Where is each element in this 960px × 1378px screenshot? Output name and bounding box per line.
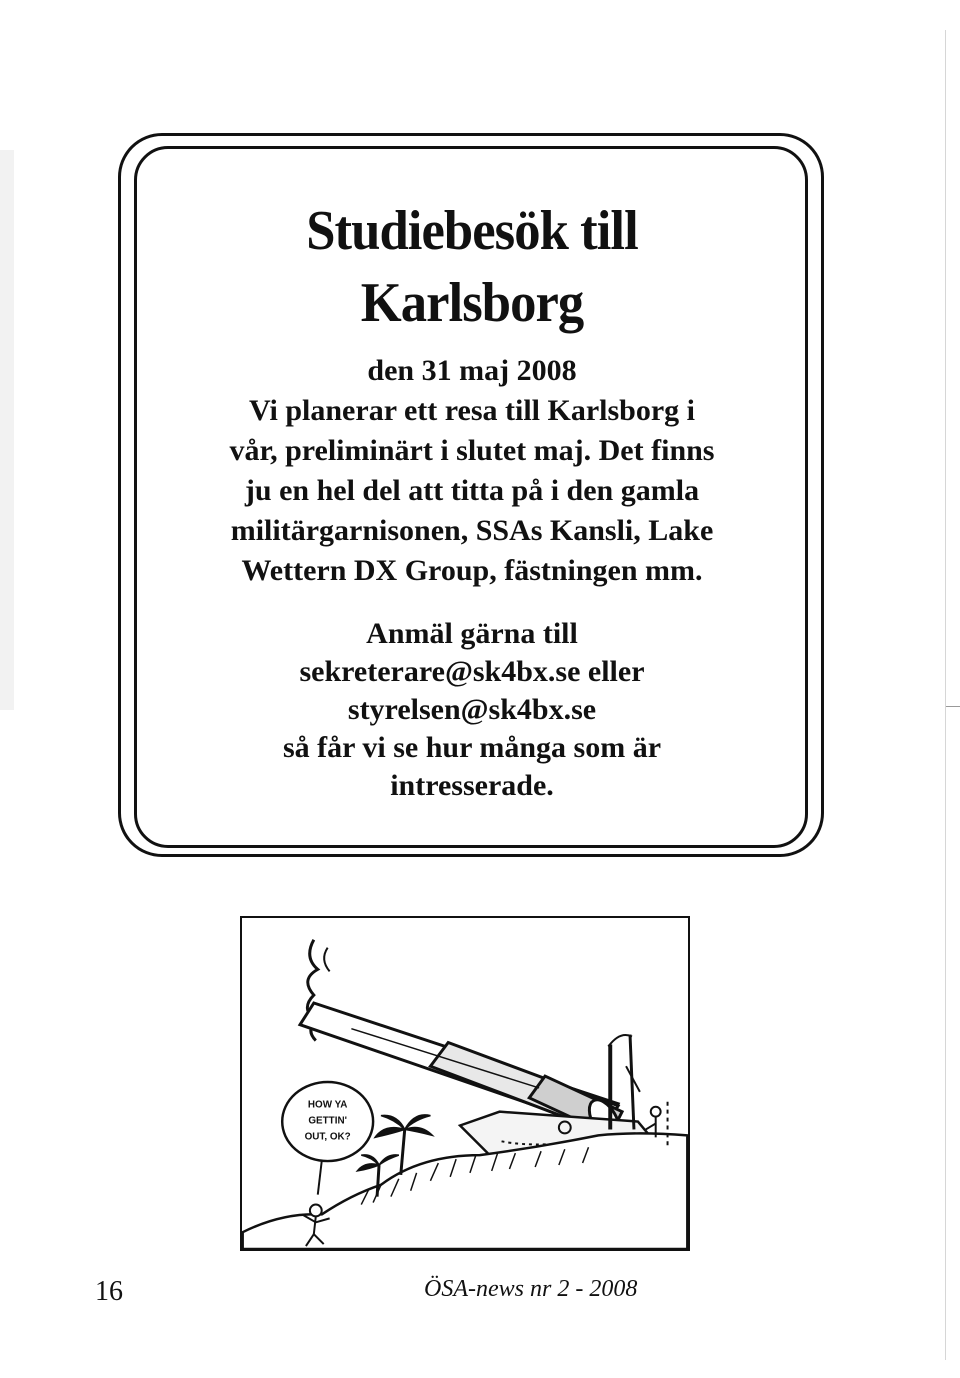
- bubble-line: HOW YA: [307, 1099, 348, 1111]
- scan-shadow: [0, 150, 14, 710]
- page-edge-line: [945, 30, 946, 1360]
- article-date: den 31 maj 2008: [367, 354, 577, 387]
- title-line-1: Studiebesök till: [306, 200, 638, 262]
- bubble-line: GETTIN': [308, 1115, 347, 1127]
- body-line: ju en hel del att titta på i den gamla: [244, 474, 700, 507]
- signup-email-line: styrelsen@sk4bx.se: [347, 693, 597, 726]
- publication-title: ÖSA-news nr 2 - 2008: [424, 1276, 638, 1302]
- cannon-drawing: [242, 918, 688, 1249]
- body-line: Wettern DX Group, fästningen mm.: [241, 554, 703, 587]
- signup-line: Anmäl gärna till: [366, 617, 578, 650]
- cannon-cartoon: [240, 916, 690, 1251]
- bubble-line: OUT, OK?: [304, 1131, 351, 1143]
- smoke-wisp: [324, 948, 329, 972]
- signup-line: så får vi se hur många som är: [282, 731, 662, 764]
- signup-section: [160, 615, 784, 805]
- article-box: [160, 195, 784, 805]
- page-edge-tick: [946, 706, 960, 707]
- article-body: [172, 391, 772, 591]
- article-title: [179, 195, 766, 339]
- title-line-2: Karlsborg: [360, 272, 584, 334]
- body-line: Vi planerar ett resa till Karlsborg i: [248, 394, 696, 427]
- body-line: vår, preliminärt i slutet maj. Det finns: [229, 434, 715, 467]
- speech-bubble: [282, 1082, 373, 1195]
- signup-line: intresserade.: [390, 769, 554, 802]
- page-number: 16: [95, 1276, 123, 1307]
- signup-email-line: sekreterare@sk4bx.se eller: [299, 655, 645, 688]
- body-line: militärgarnisonen, SSAs Kansli, Lake: [230, 514, 714, 547]
